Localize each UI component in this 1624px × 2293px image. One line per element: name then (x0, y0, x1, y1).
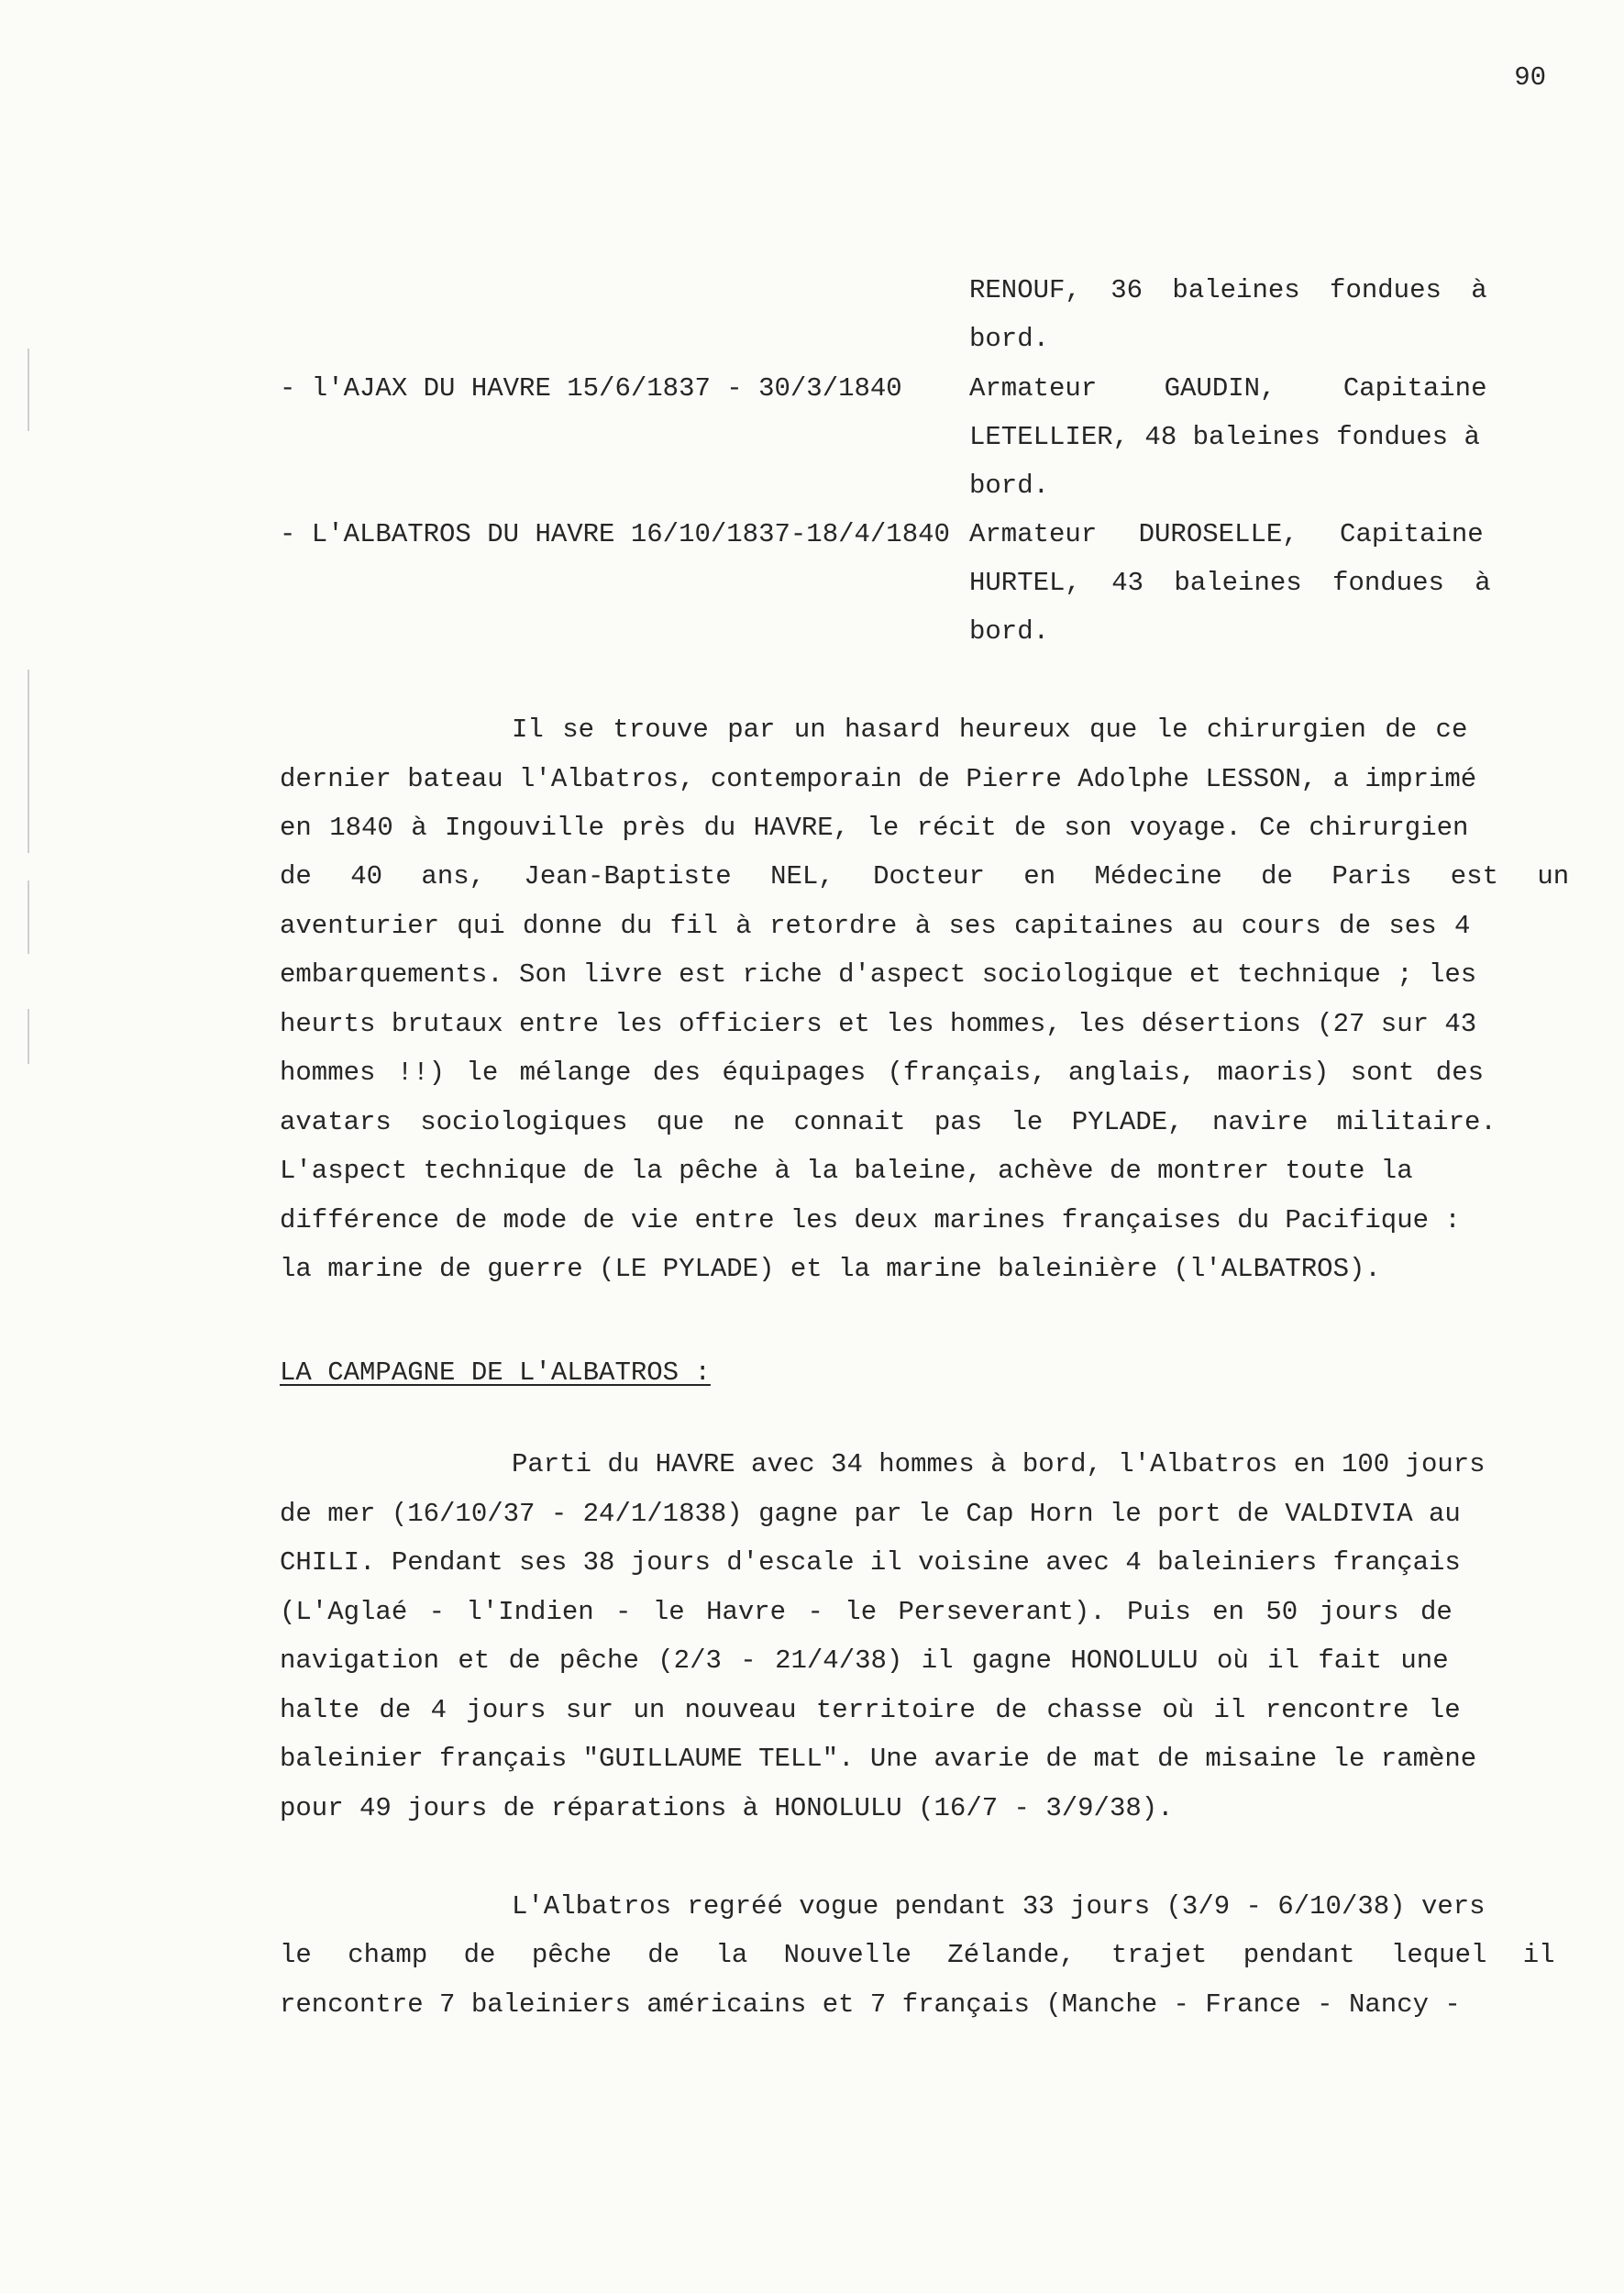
paragraph-line: aventurier qui donne du fil à retordre à ses capitaines au cours de ses 4 (280, 911, 1471, 941)
scan-edge-mark (28, 1009, 29, 1064)
paragraph-line: CHILI. Pendant ses 38 jours d'escale il voisine avec 4 baleiniers français (280, 1547, 1461, 1578)
page-number: 90 (1514, 62, 1546, 93)
paragraph-line: la marine de guerre (LE PYLADE) et la marine baleinière (l'ALBATROS). (280, 1254, 1381, 1284)
ship-detail-line: LETELLIER, 48 baleines fondues à (969, 422, 1480, 452)
paragraph-line: le champ de pêche de la Nouvelle Zélande, trajet pendant lequel il (280, 1940, 1555, 1970)
paragraph-line: Il se trouve par un hasard heureux que le chirurgien de ce (512, 714, 1468, 745)
paragraph-line: heurts brutaux entre les officiers et les hommes, les désertions (27 sur 43 (280, 1009, 1477, 1039)
paragraph-line: pour 49 jours de réparations à HONOLULU (16/7 - 3/9/38). (280, 1793, 1174, 1823)
paragraph-line: avatars sociologiques que ne connait pas le PYLADE, navire militaire. (280, 1107, 1497, 1137)
paragraph-line: L'Albatros regréé vogue pendant 33 jours (3/9 - 6/10/38) vers (512, 1891, 1486, 1922)
paragraph-line: (L'Aglaé - l'Indien - le Havre - le Perseverant). Puis en 50 jours de (280, 1597, 1453, 1627)
paragraph-line: de mer (16/10/37 - 24/1/1838) gagne par le Cap Horn le port de VALDIVIA au (280, 1499, 1461, 1529)
ship-detail-line: Armateur GAUDIN, Capitaine (969, 373, 1487, 404)
paragraph-line: L'aspect technique de la pêche à la baleine, achève de montrer toute la (280, 1156, 1413, 1186)
scan-edge-mark (28, 670, 29, 853)
paragraph-line: différence de mode de vie entre les deux marines françaises du Pacifique : (280, 1205, 1461, 1235)
paragraph-line: en 1840 à Ingouville près du HAVRE, le récit de son voyage. Ce chirurgien (280, 813, 1469, 843)
paragraph-line: halte de 4 jours sur un nouveau territoire de chasse où il rencontre le (280, 1695, 1461, 1725)
paragraph-line: rencontre 7 baleiniers américains et 7 français (Manche - France - Nancy - (280, 1989, 1461, 2020)
section-heading: LA CAMPAGNE DE L'ALBATROS : (280, 1357, 711, 1388)
ship-name: - l'AJAX DU HAVRE 15/6/1837 - 30/3/1840 (280, 373, 902, 404)
paragraph-line: embarquements. Son livre est riche d'aspect sociologique et technique ; les (280, 959, 1477, 990)
paragraph-line: de 40 ans, Jean-Baptiste NEL, Docteur en Médecine de Paris est un (280, 861, 1570, 892)
ship-detail-line: Armateur DUROSELLE, Capitaine (969, 519, 1484, 549)
scan-edge-mark (28, 349, 29, 431)
ship-detail-line: bord. (969, 324, 1050, 354)
ship-name: - L'ALBATROS DU HAVRE 16/10/1837-18/4/1840 (280, 519, 950, 549)
paragraph-line: baleinier français "GUILLAUME TELL". Une avarie de mat de misaine le ramène (280, 1744, 1477, 1774)
paragraph-line: navigation et de pêche (2/3 - 21/4/38) il gagne HONOLULU où il fait une (280, 1645, 1449, 1676)
ship-detail-line: bord. (969, 616, 1050, 647)
paragraph-line: dernier bateau l'Albatros, contemporain de Pierre Adolphe LESSON, a imprimé (280, 764, 1477, 794)
ship-detail-line: RENOUF, 36 baleines fondues à (969, 275, 1487, 305)
ship-detail-line: HURTEL, 43 baleines fondues à (969, 568, 1491, 598)
ship-detail-line: bord. (969, 471, 1050, 501)
paragraph-line: Parti du HAVRE avec 34 hommes à bord, l'Albatros en 100 jours (512, 1449, 1486, 1479)
scan-edge-mark (28, 881, 29, 954)
paragraph-line: hommes !!) le mélange des équipages (français, anglais, maoris) sont des (280, 1058, 1485, 1088)
